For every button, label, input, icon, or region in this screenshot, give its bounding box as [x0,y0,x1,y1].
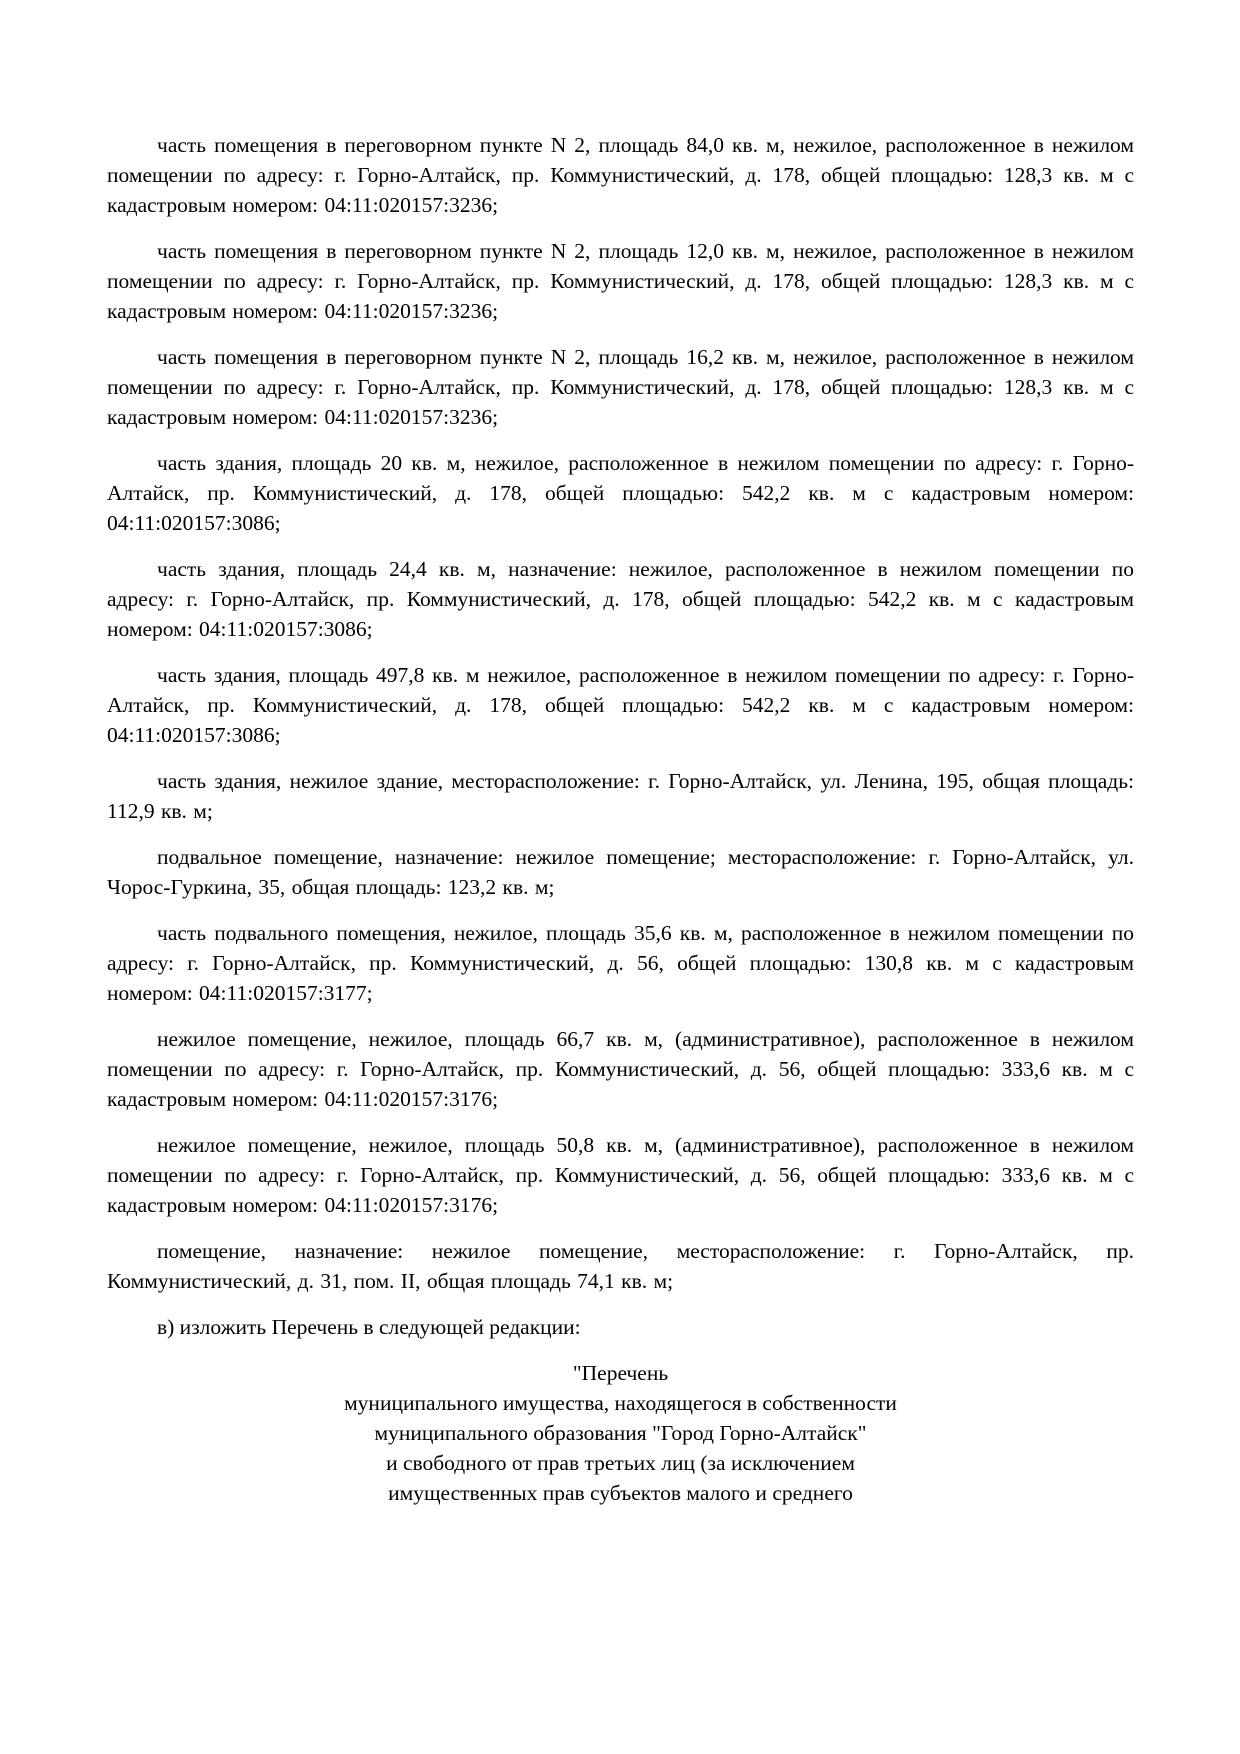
property-paragraph: часть здания, площадь 497,8 кв. м нежилое, расположенное в нежилом помещении по адресу: г. Горно-Алтайск, пр. Коммунистический, д. 178, общей площадью: 542,2 кв. м с кадастровым номером: 04:11:020157:3086; [107,663,1134,747]
heading-line: муниципального образования "Город Горно-Алтайск" [374,1421,867,1445]
amendment-line: в) изложить Перечень в следующей редакции: [157,1315,581,1339]
property-paragraph: часть помещения в переговорном пункте N 2, площадь 16,2 кв. м, нежилое, расположенное в нежилом помещении по адресу: г. Горно-Алтайск, пр. Коммунистический, д. 178, общей площадью: 128,3 кв. м с кадастровым номером: 04:11:020157:3236; [107,345,1134,429]
property-paragraph: подвальное помещение, назначение: нежилое помещение; месторасположение: г. Горно-Алтайск, ул. Чорос-Гуркина, 35, общая площадь: 123,2 кв. м; [107,845,1134,899]
property-paragraph: часть помещения в переговорном пункте N 2, площадь 12,0 кв. м, нежилое, расположенное в нежилом помещении по адресу: г. Горно-Алтайск, пр. Коммунистический, д. 178, общей площадью: 128,3 кв. м с кадастровым номером: 04:11:020157:3236; [107,239,1134,323]
list-heading [107,1358,1134,1508]
property-paragraph: помещение, назначение: нежилое помещение, месторасположение: г. Горно-Алтайск, пр. Коммунистический, д. 31, пом. II, общая площадь 74,1 кв. м; [107,1239,1134,1293]
property-paragraph: часть здания, площадь 20 кв. м, нежилое, расположенное в нежилом помещении по адресу: г. Горно-Алтайск, пр. Коммунистический, д. 178, общей площадью: 542,2 кв. м с кадастровым номером: 04:11:020157:3086; [107,451,1134,535]
heading-line: муниципального имущества, находящегося в собственности [344,1391,897,1415]
heading-line: имущественных прав субъектов малого и среднего [388,1481,853,1505]
property-paragraph: часть здания, нежилое здание, месторасположение: г. Горно-Алтайск, ул. Ленина, 195, общая площадь: 112,9 кв. м; [107,769,1134,823]
heading-line: и свободного от прав третьих лиц (за исключением [386,1451,855,1475]
property-paragraph: часть подвального помещения, нежилое, площадь 35,6 кв. м, расположенное в нежилом помещении по адресу: г. Горно-Алтайск, пр. Коммунистический, д. 56, общей площадью: 130,8 кв. м с кадастровым номером: 04:11:020157:3177; [107,921,1134,1005]
property-paragraph: нежилое помещение, нежилое, площадь 66,7 кв. м, (административное), расположенное в нежилом помещении по адресу: г. Горно-Алтайск, пр. Коммунистический, д. 56, общей площадью: 333,6 кв. м с кадастровым номером: 04:11:020157:3176; [107,1027,1134,1111]
property-paragraph: нежилое помещение, нежилое, площадь 50,8 кв. м, (административное), расположенное в нежилом помещении по адресу: г. Горно-Алтайск, пр. Коммунистический, д. 56, общей площадью: 333,6 кв. м с кадастровым номером: 04:11:020157:3176; [107,1133,1134,1217]
property-paragraph: часть помещения в переговорном пункте N 2, площадь 84,0 кв. м, нежилое, расположенное в нежилом помещении по адресу: г. Горно-Алтайск, пр. Коммунистический, д. 178, общей площадью: 128,3 кв. м с кадастровым номером: 04:11:020157:3236; [107,133,1134,217]
property-paragraph: часть здания, площадь 24,4 кв. м, назначение: нежилое, расположенное в нежилом помещении по адресу: г. Горно-Алтайск, пр. Коммунистический, д. 178, общей площадью: 542,2 кв. м с кадастровым номером: 04:11:020157:3086; [107,557,1134,641]
heading-line: "Перечень [572,1361,669,1385]
